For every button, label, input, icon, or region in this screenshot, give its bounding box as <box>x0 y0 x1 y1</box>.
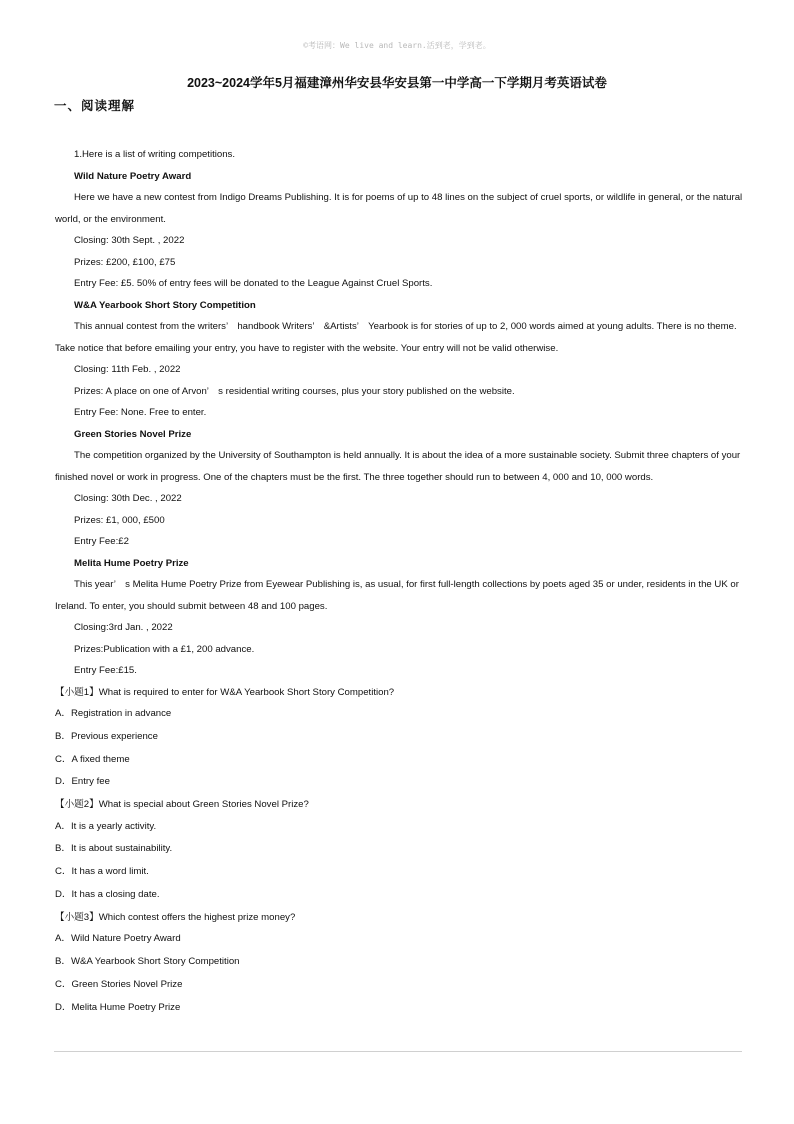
competition-closing: Closing: 11th Feb. , 2022 <box>74 364 181 375</box>
intro-text: 1.Here is a list of writing competitions. <box>74 149 236 160</box>
competition-name: W&A Yearbook Short Story Competition <box>74 299 256 311</box>
answer-option[interactable]: A．Registration in advance <box>55 708 172 719</box>
question-stem: 【小题2】What is special about Green Stories Novel Prize? <box>55 799 309 811</box>
question <box>55 794 743 907</box>
competition-desc: This annual contest from the writers’ handbook Writers’ &Artists’ Yearbook is for stories of up to 2, 000 words aimed at young adults. There is no theme. Take notice that before emailing your entry, you have to register with the website. Your entry will not be valid otherwise. <box>55 321 737 354</box>
page-divider <box>54 1051 742 1052</box>
question <box>55 907 743 1020</box>
competition-desc: This year’ s Melita Hume Poetry Prize from Eyewear Publishing is, as usual, for first full-length collections by poets aged 35 or under, residents in the UK or Ireland. To enter, you should submit between 48 and 100 pages. <box>55 579 739 612</box>
competition-fee: Entry Fee:£15. <box>74 665 137 676</box>
reading-passage <box>55 144 743 1020</box>
question-stem: 【小题1】What is required to enter for W&A Yearbook Short Story Competition? <box>55 686 395 698</box>
competition-prizes: Prizes: A place on one of Arvon’ s residential writing courses, plus your story published on the website. <box>74 385 515 397</box>
answer-option[interactable]: A．It is a yearly activity. <box>55 820 157 832</box>
answer-option[interactable]: D．Entry fee <box>55 776 110 788</box>
answer-option[interactable]: B．It is about sustainability. <box>55 843 173 855</box>
answer-option[interactable]: C．Green Stories Novel Prize <box>55 978 183 990</box>
answer-option[interactable]: D．Melita Hume Poetry Prize <box>55 1001 181 1013</box>
page-title: 2023~2024学年5月福建漳州华安县华安县第一中学高一下学期月考英语试卷 <box>187 76 607 90</box>
competition-name: Wild Nature Poetry Award <box>74 170 192 182</box>
competition-fee: Entry Fee: None. Free to enter. <box>74 407 207 418</box>
competition <box>55 424 743 553</box>
answer-option[interactable]: A．Wild Nature Poetry Award <box>55 933 181 945</box>
competition-closing: Closing:3rd Jan. , 2022 <box>74 622 173 633</box>
competition <box>55 295 743 424</box>
competition-prizes: Prizes: £1, 000, £500 <box>74 514 165 526</box>
answer-option[interactable]: B．W&A Yearbook Short Story Competition <box>55 956 240 968</box>
competition-desc: Here we have a new contest from Indigo Dreams Publishing. It is for poems of up to 48 lines on the subject of cruel sports, or wildlife in general, or the natural world, or the environment. <box>55 192 743 225</box>
question <box>55 682 743 795</box>
competition-prizes: Prizes:Publication with a £1, 200 advance. <box>74 643 255 655</box>
answer-option[interactable]: D．It has a closing date. <box>55 889 160 901</box>
question-stem: 【小题3】Which contest offers the highest prize money? <box>55 911 296 923</box>
competition-prizes: Prizes: £200, £100, £75 <box>74 256 176 268</box>
answer-option[interactable]: B．Previous experience <box>55 730 158 742</box>
answer-option[interactable]: C．It has a word limit. <box>55 866 149 878</box>
section-heading: 一、阅读理解 <box>54 98 136 113</box>
answer-option[interactable]: C．A fixed theme <box>55 753 130 765</box>
competition-desc: The competition organized by the University of Southampton is held annually. It is about the idea of a more sustainable society. Submit three chapters of your finished novel or work in progress. One of the chapters must be the first. The three together should run to between 4, 000 and 10, 000 words. <box>55 450 741 483</box>
competition-closing: Closing: 30th Sept. , 2022 <box>74 235 185 246</box>
competition <box>55 553 743 682</box>
competition-fee: Entry Fee:£2 <box>74 536 129 547</box>
competition-name: Melita Hume Poetry Prize <box>74 557 189 569</box>
watermark: ©考语网：We live and learn.活到老，学到老。 <box>303 41 491 50</box>
competition-closing: Closing: 30th Dec. , 2022 <box>74 493 182 504</box>
competition-fee: Entry Fee: £5. 50% of entry fees will be donated to the League Against Cruel Sports. <box>74 278 433 289</box>
competition <box>55 166 743 295</box>
competition-name: Green Stories Novel Prize <box>74 428 192 440</box>
